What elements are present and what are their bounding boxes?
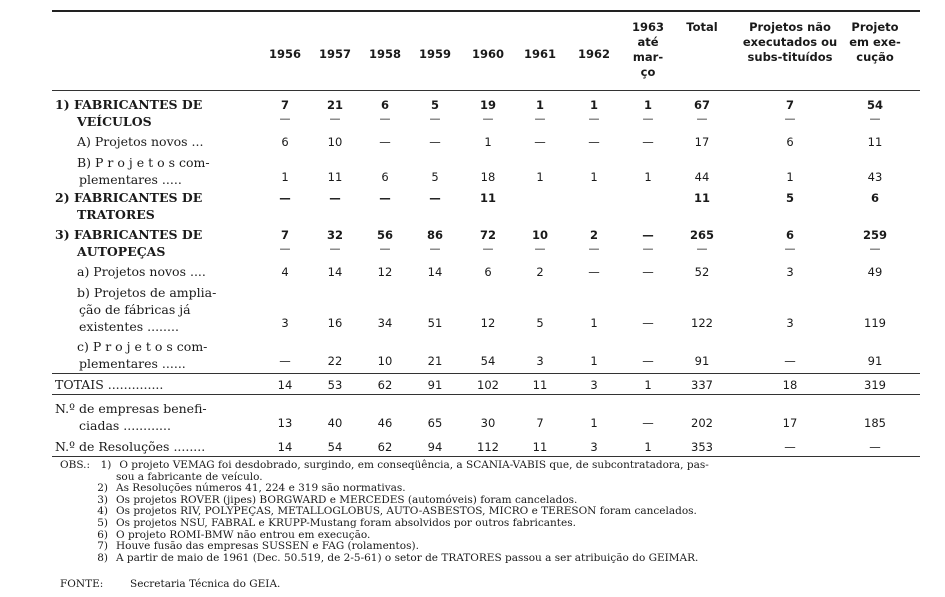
table-cell: 91 (867, 354, 883, 368)
table-cell: 44 (694, 170, 710, 184)
row-label-line: a) Projetos novos .... (77, 264, 206, 279)
table-cell: 65 (427, 416, 443, 430)
table-cell: — (588, 135, 600, 149)
table-cell: 5 (785, 191, 794, 205)
table-cell: — (642, 416, 654, 430)
table-cell: — (279, 354, 291, 368)
table-cell: 91 (694, 354, 710, 368)
table-cell: 1 (644, 378, 652, 392)
note-number: 5) (97, 516, 108, 529)
table-cell: 67 (693, 98, 710, 112)
separator-dash: — (588, 112, 600, 125)
table-cell: 4 (281, 265, 289, 279)
table-cell: 14 (277, 440, 293, 454)
row-label (55, 338, 207, 372)
note-text: A partir de maio de 1961 (Dec. 50.519, de 2-5-61) o setor de TRATORES passou a ser atribuição do GEIMAR. (116, 551, 699, 564)
table-cell: 10 (377, 354, 393, 368)
column-header: Total (686, 20, 718, 34)
row-label (55, 376, 163, 393)
table-cell: 17 (782, 416, 798, 430)
table-cell: 1 (644, 440, 652, 454)
column-header: 1957 (318, 47, 351, 61)
table-cell: — (784, 440, 796, 454)
separator-dash: — (279, 242, 291, 255)
note-text: sou a fabricante de veículo. (116, 470, 263, 483)
row-label-line: TOTAIS .............. (55, 377, 164, 392)
table-cell: 1 (590, 316, 598, 330)
table-cell: 7 (280, 228, 289, 242)
table-cell: 22 (327, 354, 343, 368)
note-text: Os projetos RIV, POLYPEÇAS, METALLOGLOBUS, AUTO-ASBESTOS, MICRO e TERESON foram cancelados. (116, 505, 697, 518)
table-cell: — (642, 228, 654, 242)
table-cell: 11 (479, 191, 496, 205)
table-cell: — (869, 440, 881, 454)
row-label-line: TRATORES (77, 207, 155, 222)
table-cell: 3 (281, 316, 289, 330)
row-label-line: 2) FABRICANTES DE (55, 190, 203, 205)
table-cell: — (429, 191, 441, 205)
table-cell: 10 (531, 228, 548, 242)
table-cell: 3 (590, 378, 598, 392)
table-cell: 46 (377, 416, 393, 430)
table-cell: 54 (327, 440, 343, 454)
separator-dash: — (429, 112, 441, 125)
source-text: Secretaria Técnica do GEIA. (130, 578, 281, 590)
row-label-line: B) P r o j e t o s com- (77, 155, 210, 170)
table-cell: — (429, 135, 441, 149)
table-cell: 319 (864, 378, 886, 392)
separator-dash: — (696, 242, 708, 255)
table-cell: 6 (380, 98, 389, 112)
table-cell: — (642, 135, 654, 149)
row-label (55, 226, 202, 260)
table-cell: 19 (479, 98, 496, 112)
row-label-line: AUTOPEÇAS (77, 244, 166, 259)
row-label (55, 438, 205, 455)
source-line (60, 578, 280, 590)
separator-dash: — (329, 112, 341, 125)
table-cell: — (534, 135, 546, 149)
row-label-line: ciadas ............ (79, 418, 171, 433)
table-cell: 53 (327, 378, 343, 392)
column-header: 1963 até mar-ço (631, 20, 664, 79)
row-label (55, 154, 210, 188)
table-cell: 91 (427, 378, 443, 392)
table-cell: 11 (693, 191, 710, 205)
column-header: 1958 (368, 47, 401, 61)
table-cell: 5 (431, 170, 439, 184)
table-cell: 21 (427, 354, 443, 368)
table-cell: — (329, 191, 341, 205)
table-cell: 32 (326, 228, 343, 242)
separator-dash: — (869, 112, 881, 125)
note-text: As Resoluções números 41, 224 e 319 são normativas. (116, 482, 406, 495)
table-cell: 5 (536, 316, 544, 330)
separator-dash: — (329, 242, 341, 255)
table-cell: — (642, 354, 654, 368)
separator-dash: — (784, 112, 796, 125)
notes-section (60, 460, 709, 564)
table-cell: 11 (532, 440, 548, 454)
row-label (55, 189, 202, 223)
row-label-line: plementares ...... (79, 356, 186, 371)
table-cell: 7 (536, 416, 544, 430)
row-label-line: b) Projetos de amplia- (77, 285, 217, 300)
table-cell: 6 (381, 170, 389, 184)
table-cell: 56 (376, 228, 393, 242)
column-header: Projeto em exe-cução (849, 20, 901, 64)
note-number: 7) (97, 540, 108, 553)
separator-dash: — (534, 112, 546, 125)
table-cell: 1 (786, 170, 794, 184)
table-cell: 21 (326, 98, 343, 112)
row-label-line: N.º de Resoluções ........ (55, 439, 206, 454)
note-text: O projeto VEMAG foi desdobrado, surgindo, em conseqüência, a SCANIA-VABIS que, de subcontratadora, pas- (119, 459, 709, 471)
separator-dash: — (869, 242, 881, 255)
table-cell: 13 (277, 416, 293, 430)
source-label: FONTE: (60, 578, 104, 590)
table-cell: — (379, 191, 391, 205)
row-label-line: N.º de empresas benefi- (55, 401, 207, 416)
column-header: 1956 (268, 47, 301, 61)
table-cell: 337 (691, 378, 713, 392)
table-cell: 112 (477, 440, 499, 454)
table-cell: — (379, 135, 391, 149)
row-label-line: ção de fábricas já (79, 302, 191, 317)
table-cell: 86 (426, 228, 443, 242)
table-cell: 51 (427, 316, 443, 330)
separator-dash: — (379, 242, 391, 255)
separator-dash: — (534, 242, 546, 255)
table-cell: 11 (867, 135, 883, 149)
table-cell: 102 (477, 378, 499, 392)
separator-dash: — (784, 242, 796, 255)
separator-dash: — (642, 112, 654, 125)
table-cell: — (642, 316, 654, 330)
note-number: 4) (97, 505, 108, 518)
table-cell: 1 (589, 98, 598, 112)
separator-dash: — (279, 112, 291, 125)
table-cell: 353 (691, 440, 713, 454)
table-cell: 11 (327, 170, 343, 184)
note-number: 1) (100, 459, 112, 471)
table-cell: 1 (536, 170, 544, 184)
column-header: 1962 (577, 47, 610, 61)
table-cell: — (642, 265, 654, 279)
table-cell: 3 (590, 440, 598, 454)
table-cell: 6 (785, 228, 794, 242)
table-cell: 14 (427, 265, 443, 279)
separator-dash: — (429, 242, 441, 255)
separator-dash: — (588, 242, 600, 255)
note-line: OBS.: 1) O projeto VEMAG foi desdobrado, surgindo, em conseqüência, a SCANIA-VABIS que, de subcontratadora, pas- (60, 459, 709, 471)
table-cell: 10 (327, 135, 343, 149)
table-cell: 185 (864, 416, 886, 430)
row-label-line: c) P r o j e t o s com- (77, 339, 208, 354)
table-cell: — (588, 265, 600, 279)
table-cell: 2 (536, 265, 544, 279)
table-cell: 40 (327, 416, 343, 430)
table-cell: 49 (867, 265, 883, 279)
table-cell: 1 (590, 416, 598, 430)
table-cell: 30 (480, 416, 496, 430)
table-cell: 14 (277, 378, 293, 392)
row-label-line: 3) FABRICANTES DE (55, 227, 203, 242)
table-cell: 119 (864, 316, 886, 330)
table-cell: 259 (862, 228, 887, 242)
table-cell: 43 (867, 170, 883, 184)
table-cell: 52 (694, 265, 710, 279)
table-cell: 16 (327, 316, 343, 330)
totals-top-rule (52, 373, 920, 374)
separator-dash: — (482, 112, 494, 125)
totals-bottom-rule (52, 394, 920, 395)
top-rule (52, 10, 920, 12)
table-cell: 1 (535, 98, 544, 112)
note-text: O projeto ROMI-BMW não entrou em execução. (116, 528, 371, 541)
table-cell: 18 (480, 170, 496, 184)
separator-dash: — (642, 242, 654, 255)
table-cell: — (784, 354, 796, 368)
table-cell: 3 (786, 316, 794, 330)
table-cell: 11 (532, 378, 548, 392)
table-cell: 5 (430, 98, 439, 112)
table-cell: 12 (377, 265, 393, 279)
table-cell: 3 (786, 265, 794, 279)
table-cell: 6 (484, 265, 492, 279)
row-label-line: existentes ........ (79, 319, 179, 334)
note-number: 2) (97, 482, 108, 495)
row-label (55, 400, 207, 434)
note-text: Os projetos ROVER (jipes) BORGWARD e MERCEDES (automóveis) foram cancelados. (116, 493, 578, 506)
row-label (55, 284, 216, 335)
table-cell: 7 (280, 98, 289, 112)
column-header: 1961 (523, 47, 556, 61)
column-header: 1960 (471, 47, 504, 61)
table-cell: 7 (785, 98, 794, 112)
table-cell: 54 (480, 354, 496, 368)
table-cell: 122 (691, 316, 713, 330)
separator-dash: — (482, 242, 494, 255)
table-cell: 17 (694, 135, 710, 149)
table-cell: 1 (643, 98, 652, 112)
row-label (55, 263, 206, 280)
table-cell: 6 (870, 191, 879, 205)
table-cell: 1 (644, 170, 652, 184)
column-header: Projetos não executados ou subs-tituídos (742, 20, 838, 64)
note-text: Os projetos NSU, FABRAL e KRUPP-Mustang foram absolvidos por outros fabricantes. (116, 516, 576, 529)
table-cell: 2 (589, 228, 598, 242)
table-cell: 12 (480, 316, 496, 330)
table-cell: 54 (866, 98, 883, 112)
row-label-line: 1) FABRICANTES DE (55, 97, 203, 112)
table-cell: 6 (786, 135, 794, 149)
row-label-line: plementares ..... (79, 172, 182, 187)
table-cell: 62 (377, 440, 393, 454)
note-number: 8) (97, 551, 108, 564)
table-cell: 6 (281, 135, 289, 149)
table-cell: 34 (377, 316, 393, 330)
table-cell: 62 (377, 378, 393, 392)
table-cell: 94 (427, 440, 443, 454)
row-label-line: VEÍCULOS (77, 114, 152, 129)
table-cell: 1 (590, 170, 598, 184)
note-number: 6) (97, 528, 108, 541)
separator-dash: — (379, 112, 391, 125)
table-cell: 14 (327, 265, 343, 279)
table-cell: 1 (484, 135, 492, 149)
note-number: 3) (97, 493, 108, 506)
table-cell: 1 (281, 170, 289, 184)
header-rule (52, 90, 920, 91)
table-cell: 72 (479, 228, 496, 242)
note-text: Houve fusão das empresas SUSSEN e FAG (rolamentos). (116, 540, 419, 553)
table-cell: 1 (590, 354, 598, 368)
row-label (55, 133, 203, 150)
row-label-line: A) Projetos novos ... (77, 134, 204, 149)
table-cell: — (279, 191, 291, 205)
table-cell: 18 (782, 378, 798, 392)
note-line (60, 553, 709, 565)
bottom-rule (52, 456, 920, 457)
separator-dash: — (696, 112, 708, 125)
column-header: 1959 (418, 47, 451, 61)
table-cell: 202 (691, 416, 713, 430)
row-label (55, 96, 202, 130)
table-cell: 3 (536, 354, 544, 368)
table-cell: 265 (689, 228, 714, 242)
